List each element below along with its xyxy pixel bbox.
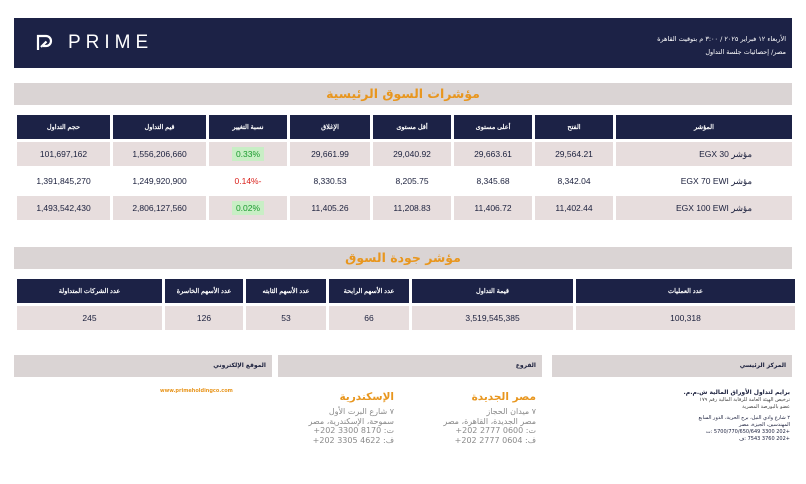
session-date: الأربعاء ١٢ فبراير ٢٠٢٥ / ٣:٠٠ م بتوقيت القاهرة — [657, 35, 786, 43]
indices-title: مؤشرات السوق الرئيسية — [14, 83, 792, 105]
col-value: قيم التداول — [113, 115, 206, 139]
hq-license: ترخيص الهيئة العامة للرقابة المالية رقم ١٧٩ — [699, 397, 790, 403]
branch-new-cairo-fax: ف: 0604 2777 202+ — [454, 435, 536, 445]
change-cell — [209, 142, 287, 166]
open-value: 11,402.44 — [535, 196, 613, 220]
col-index: المؤشر — [616, 115, 792, 139]
col-traded-companies: عدد الشركات المتداولة — [17, 279, 162, 303]
branch-new-cairo-title: مصر الجديدة — [471, 391, 536, 403]
col-close: الإغلاق — [290, 115, 370, 139]
low-value: 8,205.75 — [395, 176, 429, 186]
col-transactions: عدد العمليات — [576, 279, 795, 303]
branch-new-cairo-line2: مصر الجديدة، القاهرة، مصر — [443, 416, 536, 426]
branch-new-cairo-tel: ت: 0600 2777 202+ — [455, 426, 536, 436]
transactions-value: 100,318 — [576, 306, 795, 330]
traded-volume: 101,697,162 — [17, 142, 110, 166]
hq-label: المركز الرئيسي — [552, 355, 792, 377]
close-value: 8,330.53 — [313, 176, 347, 186]
high-value: 8,345.68 — [476, 176, 510, 186]
hq-address-1: ٢ شارع وادي النيل، برج الحرية، الدور السابع — [698, 415, 790, 421]
prime-logo — [36, 31, 153, 55]
hq-fax: +202 3760 7543 :ف — [739, 436, 790, 442]
losers-value: 126 — [165, 306, 243, 330]
high-value: 29,663.61 — [454, 142, 532, 166]
index-name: مؤشر EGX 30 — [616, 142, 792, 166]
prime-logo-icon — [36, 34, 54, 52]
index-name: مؤشر EGX 70 EWI — [680, 175, 752, 186]
hq-address-2: المهندسين، الجيزة، مصر — [739, 422, 790, 428]
change-cell — [209, 196, 287, 220]
col-open: الفتح — [535, 115, 613, 139]
table-row — [17, 306, 795, 330]
gainers-value: 66 — [329, 306, 409, 330]
branch-alex-tel: ت: 8170 3300 202+ — [313, 426, 394, 436]
col-trade-value: قيمة التداول — [412, 279, 573, 303]
open-value: 8,342.04 — [557, 176, 591, 186]
branch-alex-line1: ٧ شارع البرت الأول — [328, 407, 394, 416]
quality-table — [14, 276, 798, 333]
logo-text: PRIME — [68, 32, 154, 53]
website-label: الموقع الإلكتروني — [14, 355, 272, 377]
close-value: 29,661.99 — [290, 142, 370, 166]
col-volume: حجم التداول — [17, 115, 110, 139]
indices-table — [14, 112, 795, 223]
change-value: 0.02% — [232, 201, 264, 215]
hq-tel: +202 3300 5700/770/650/649 :ت — [705, 429, 790, 435]
low-value: 11,208.83 — [373, 196, 451, 220]
branch-new-cairo-line1: ٧ ميدان الحجاز — [486, 407, 536, 416]
header-bar — [14, 18, 792, 68]
unchanged-value: 53 — [246, 306, 326, 330]
quality-header-row — [17, 279, 795, 303]
low-value: 29,040.92 — [373, 142, 451, 166]
traded-volume: 1,391,845,270 — [36, 176, 91, 186]
branches-label: الفروع — [278, 355, 542, 377]
traded-value: 2,806,127,560 — [113, 196, 206, 220]
col-change: نسبة التغيير — [209, 115, 287, 139]
branch-alexandria — [309, 390, 394, 445]
col-low: أقل مستوى — [373, 115, 451, 139]
col-unchanged: عدد الأسهم الثابته — [246, 279, 326, 303]
table-row — [17, 142, 792, 166]
table-row — [17, 169, 792, 193]
high-value: 11,406.72 — [454, 196, 532, 220]
index-name: مؤشر EGX 100 EWI — [616, 196, 792, 220]
col-high: أعلى مستوى — [454, 115, 532, 139]
traded-volume: 1,493,542,430 — [17, 196, 110, 220]
session-subtitle: مصر/ إحصائيات جلسة التداول — [705, 48, 786, 56]
traded-value: 1,249,920,900 — [132, 176, 187, 186]
table-row — [17, 196, 792, 220]
change-cell — [209, 169, 287, 193]
branch-alex-line2: سموحة، الإسكندرية، مصر — [308, 416, 394, 426]
branch-new-cairo — [443, 390, 536, 445]
traded-value: 1,556,206,660 — [113, 142, 206, 166]
open-value: 29,564.21 — [535, 142, 613, 166]
head-office — [670, 389, 790, 443]
change-value: 0.33% — [232, 147, 264, 161]
website-link[interactable]: www.primeholdingco.com — [160, 388, 233, 394]
hq-membership: عضو بالبورصة المصرية — [742, 404, 790, 410]
quality-title: مؤشر جودة السوق — [14, 247, 792, 269]
traded-companies-value: 245 — [17, 306, 162, 330]
close-value: 11,405.26 — [290, 196, 370, 220]
indices-header-row — [17, 115, 792, 139]
hq-company-name: برايم لتداول الأوراق المالية ش.م.م. — [683, 389, 790, 396]
branch-alex-fax: ف: 4622 3305 202+ — [312, 435, 394, 445]
col-gainers: عدد الأسهم الرابحة — [329, 279, 409, 303]
trade-value: 3,519,545,385 — [412, 306, 573, 330]
branch-alex-title: الإسكندرية — [339, 391, 394, 403]
change-value: -0.14% — [234, 176, 262, 186]
col-losers: عدد الأسهم الخاسرة — [165, 279, 243, 303]
